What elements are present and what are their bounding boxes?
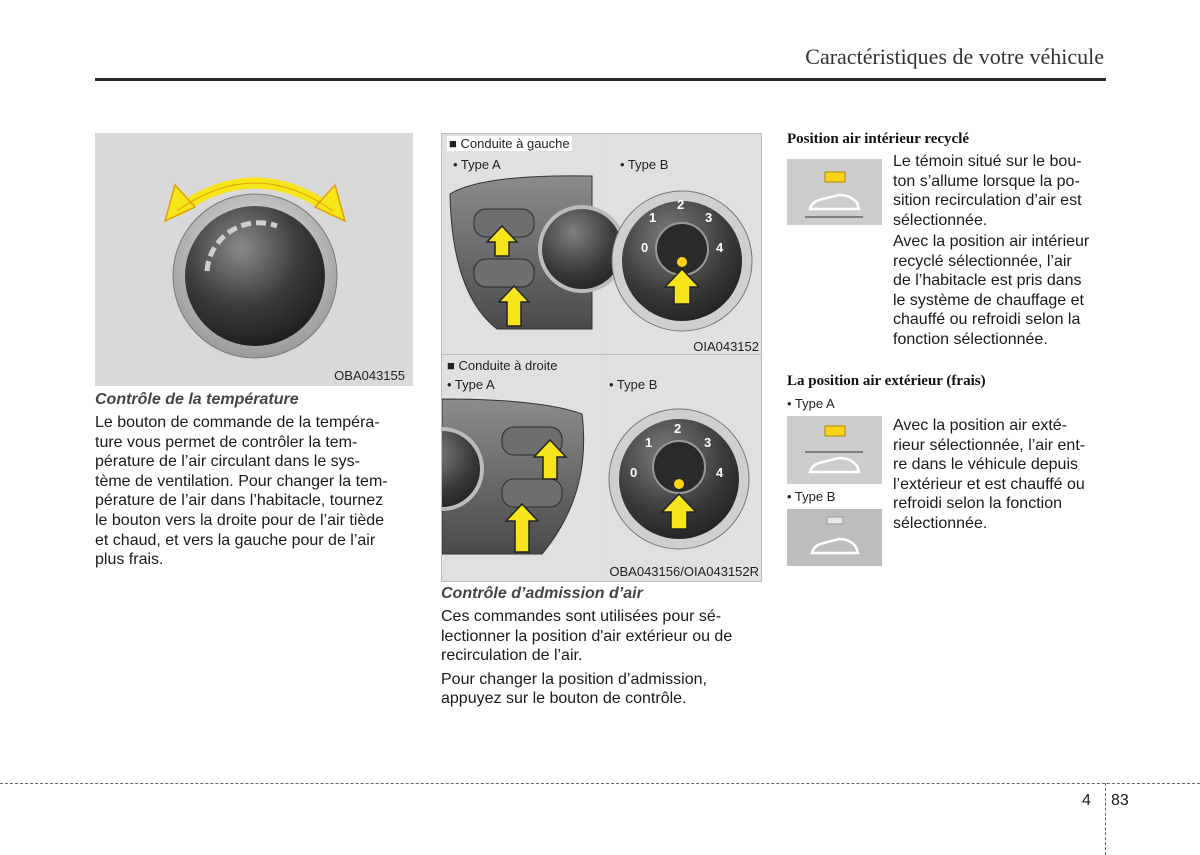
recirc-line: chauffé ou refroidi selon la xyxy=(893,311,1081,329)
fresh-heading: La position air extérieur (frais) xyxy=(787,373,986,389)
footer-vertical-divider xyxy=(1105,783,1106,855)
recirc-line: de l’habitacle est pris dans xyxy=(893,272,1082,290)
fresh-type-a-label: • Type A xyxy=(787,396,835,411)
temperature-line: et chaud, et vers la gauche pour de l’air xyxy=(95,531,376,549)
fresh-button-type-b xyxy=(787,509,882,566)
recirc-line: le système de chauffage et xyxy=(893,291,1084,309)
recirc-para2 xyxy=(893,232,1106,350)
fresh-line: Avec la position air exté- xyxy=(893,417,1068,434)
fresh-button xyxy=(502,479,562,507)
page-header-title: Caractéristiques de votre véhicule xyxy=(805,44,1104,69)
temperature-line: plus frais. xyxy=(95,551,164,569)
right-drive-label xyxy=(447,358,558,373)
temperature-paragraph xyxy=(95,413,413,570)
recirc-button-svg xyxy=(787,159,882,225)
indicator-light xyxy=(825,172,845,182)
intake-line: Ces commandes sont utilisées pour sé- xyxy=(441,608,722,625)
fresh-line: rieur sélectionnée, l’air ent- xyxy=(893,436,1086,454)
square-icon: ■ xyxy=(447,358,455,373)
right-drive-text: Conduite à droite xyxy=(458,358,558,373)
car-fresh-icon xyxy=(810,458,859,472)
air-intake-figure xyxy=(441,133,762,582)
fresh-type-b-label: • Type B xyxy=(787,489,836,504)
dial-number: 3 xyxy=(705,210,713,225)
intake-line: Pour changer la position d’admission, xyxy=(441,670,707,688)
temperature-figure-code: OBA043155 xyxy=(334,368,405,383)
dial-number: 2 xyxy=(677,197,685,212)
temperature-line: pérature de l’air circulant dans le sys- xyxy=(95,453,361,471)
left-drive-label xyxy=(447,136,572,151)
recirc-line: ton s’allume lorsque la po- xyxy=(893,172,1080,190)
car-fresh-icon xyxy=(812,539,858,553)
type-b-label: • Type B xyxy=(609,377,658,392)
intake-heading: Contrôle d’admission d’air xyxy=(441,585,643,602)
divider xyxy=(442,354,761,355)
dial-number: 4 xyxy=(716,240,724,255)
dial-number: 1 xyxy=(645,435,653,450)
recirc-line: recyclé sélectionnée, l’air xyxy=(893,252,1072,270)
dial-number: 0 xyxy=(641,240,649,255)
footer-dashed-rule xyxy=(0,783,1200,784)
fresh-paragraph xyxy=(893,416,1106,534)
fan-dial xyxy=(540,207,624,291)
fresh-line: sélectionnée. xyxy=(893,514,988,532)
type-a-label: • Type A xyxy=(453,157,501,172)
indicator-light xyxy=(825,426,845,436)
fresh-button-type-a xyxy=(787,416,882,484)
fresh-line: refroidi selon la fonction xyxy=(893,495,1062,513)
temperature-line: pérature de l’air dans l’habitacle, tournez xyxy=(95,492,384,510)
temperature-line: Le bouton de commande de la tempéra- xyxy=(95,414,380,431)
temperature-heading: Contrôle de la température xyxy=(95,391,299,408)
fresh-button-b-svg xyxy=(787,509,882,566)
intake-line: appuyez sur le bouton de contrôle. xyxy=(441,690,687,708)
recirc-dial-button xyxy=(656,223,708,275)
fresh-button xyxy=(474,259,534,287)
fresh-line: re dans le véhicule depuis xyxy=(893,456,1079,474)
recirc-line: Le témoin situé sur le bou- xyxy=(893,153,1082,170)
dial-number: 4 xyxy=(716,465,724,480)
type-b-label: • Type B xyxy=(620,157,669,172)
recirc-heading: Position air intérieur recyclé xyxy=(787,131,970,147)
temperature-figure xyxy=(95,133,413,386)
fresh-button-a-svg xyxy=(787,416,882,484)
left-drive-text: Conduite à gauche xyxy=(460,136,570,151)
dial-number: 1 xyxy=(649,210,657,225)
recirc-line: fonction sélectionnée. xyxy=(893,330,1048,348)
dial-number: 3 xyxy=(704,435,712,450)
figure-code-bottom: OBA043156/OIA043152R xyxy=(609,564,759,579)
recirc-line: sition recirculation d’air est xyxy=(893,192,1082,210)
type-a-label: • Type A xyxy=(447,377,495,392)
intake-line: lectionner la position d'air extérieur ou de xyxy=(441,627,733,645)
square-icon: ■ xyxy=(449,136,457,151)
fresh-line: l’extérieur et est chauffé ou xyxy=(893,475,1085,493)
chapter-number: 4 xyxy=(1082,792,1091,809)
indicator-light-off xyxy=(827,517,843,524)
recirc-para1 xyxy=(893,152,1106,230)
intake-paragraph xyxy=(441,607,760,709)
indicator-light xyxy=(677,257,687,267)
car-recirc-icon xyxy=(810,195,859,209)
intake-line: recirculation de l’air. xyxy=(441,647,583,665)
dial-number: 2 xyxy=(674,421,682,436)
recirc-line: sélectionnée. xyxy=(893,211,988,229)
header-rule xyxy=(95,78,1106,81)
indicator-light xyxy=(674,479,684,489)
page-number: 83 xyxy=(1111,792,1129,809)
temperature-line: le bouton vers la droite pour de l’air tiède xyxy=(95,511,385,529)
recirc-line: Avec la position air intérieur xyxy=(893,233,1090,250)
temperature-knob-illustration xyxy=(95,133,413,386)
knob-body xyxy=(185,206,325,346)
figure-code-top: OIA043152 xyxy=(693,339,759,354)
dial-number: 0 xyxy=(630,465,638,480)
recirc-button-illustration xyxy=(787,159,882,225)
temperature-line: ture vous permet de contrôler la tem- xyxy=(95,433,358,451)
temperature-line: tème de ventilation. Pour changer la tem- xyxy=(95,472,388,490)
